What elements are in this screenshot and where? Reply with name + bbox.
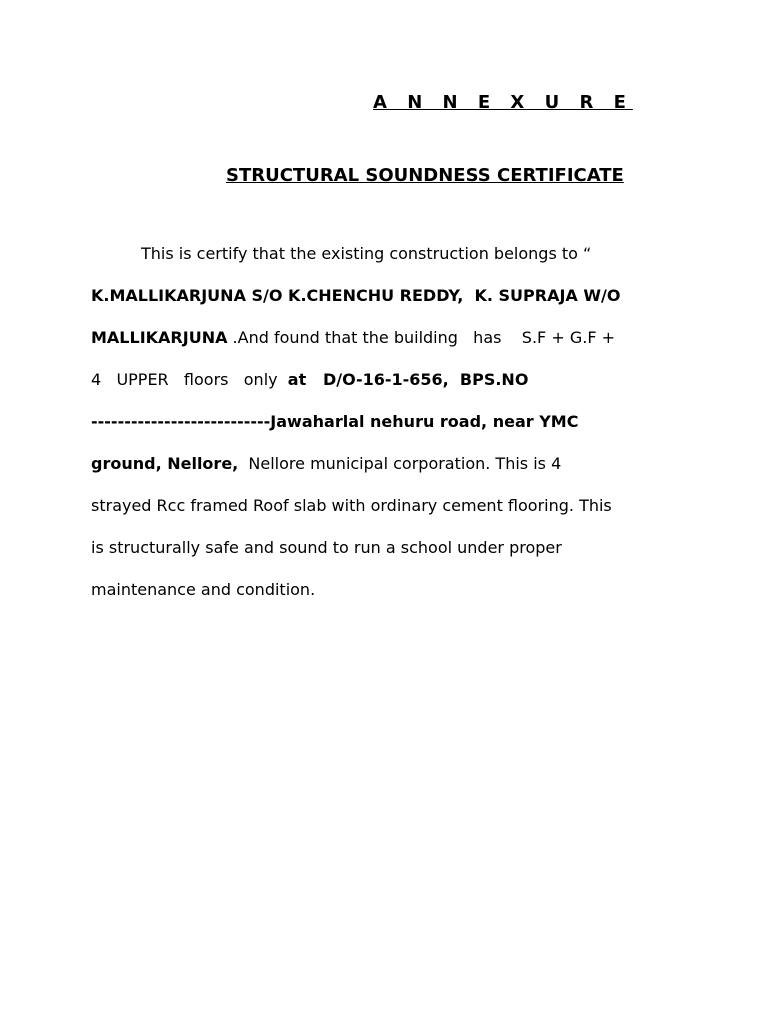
body-line-4-text: 4 UPPER floors only bbox=[91, 370, 288, 389]
body-line-1: This is certify that the existing construction belongs to “ bbox=[141, 244, 592, 263]
body-line-4 bbox=[91, 369, 528, 391]
body-line-3-text: .And found that the building has S.F + G.F + bbox=[227, 328, 616, 347]
body-line-2: K.MALLIKARJUNA S/O K.CHENCHU REDDY, K. SUPRAJA W/O bbox=[91, 286, 621, 305]
body-line-6 bbox=[91, 453, 561, 475]
body-line-5: ---------------------------Jawaharlal nehuru road, near YMC bbox=[91, 412, 579, 431]
body-line-7: strayed Rcc framed Roof slab with ordinary cement flooring. This bbox=[91, 496, 612, 515]
property-address: at D/O-16-1-656, BPS.NO bbox=[287, 370, 529, 389]
body-line-3 bbox=[91, 327, 615, 349]
body-line-9: maintenance and condition. bbox=[91, 580, 316, 599]
body-line-6-text: Nellore municipal corporation. This is 4 bbox=[238, 454, 562, 473]
certificate-title: STRUCTURAL SOUNDNESS CERTIFICATE bbox=[226, 165, 624, 186]
body-line-8: is structurally safe and sound to run a school under proper bbox=[91, 538, 562, 557]
location: ground, Nellore, bbox=[91, 454, 239, 473]
owner-name: MALLIKARJUNA bbox=[91, 328, 228, 347]
annexure-heading: A N N E X U R E bbox=[373, 92, 633, 113]
